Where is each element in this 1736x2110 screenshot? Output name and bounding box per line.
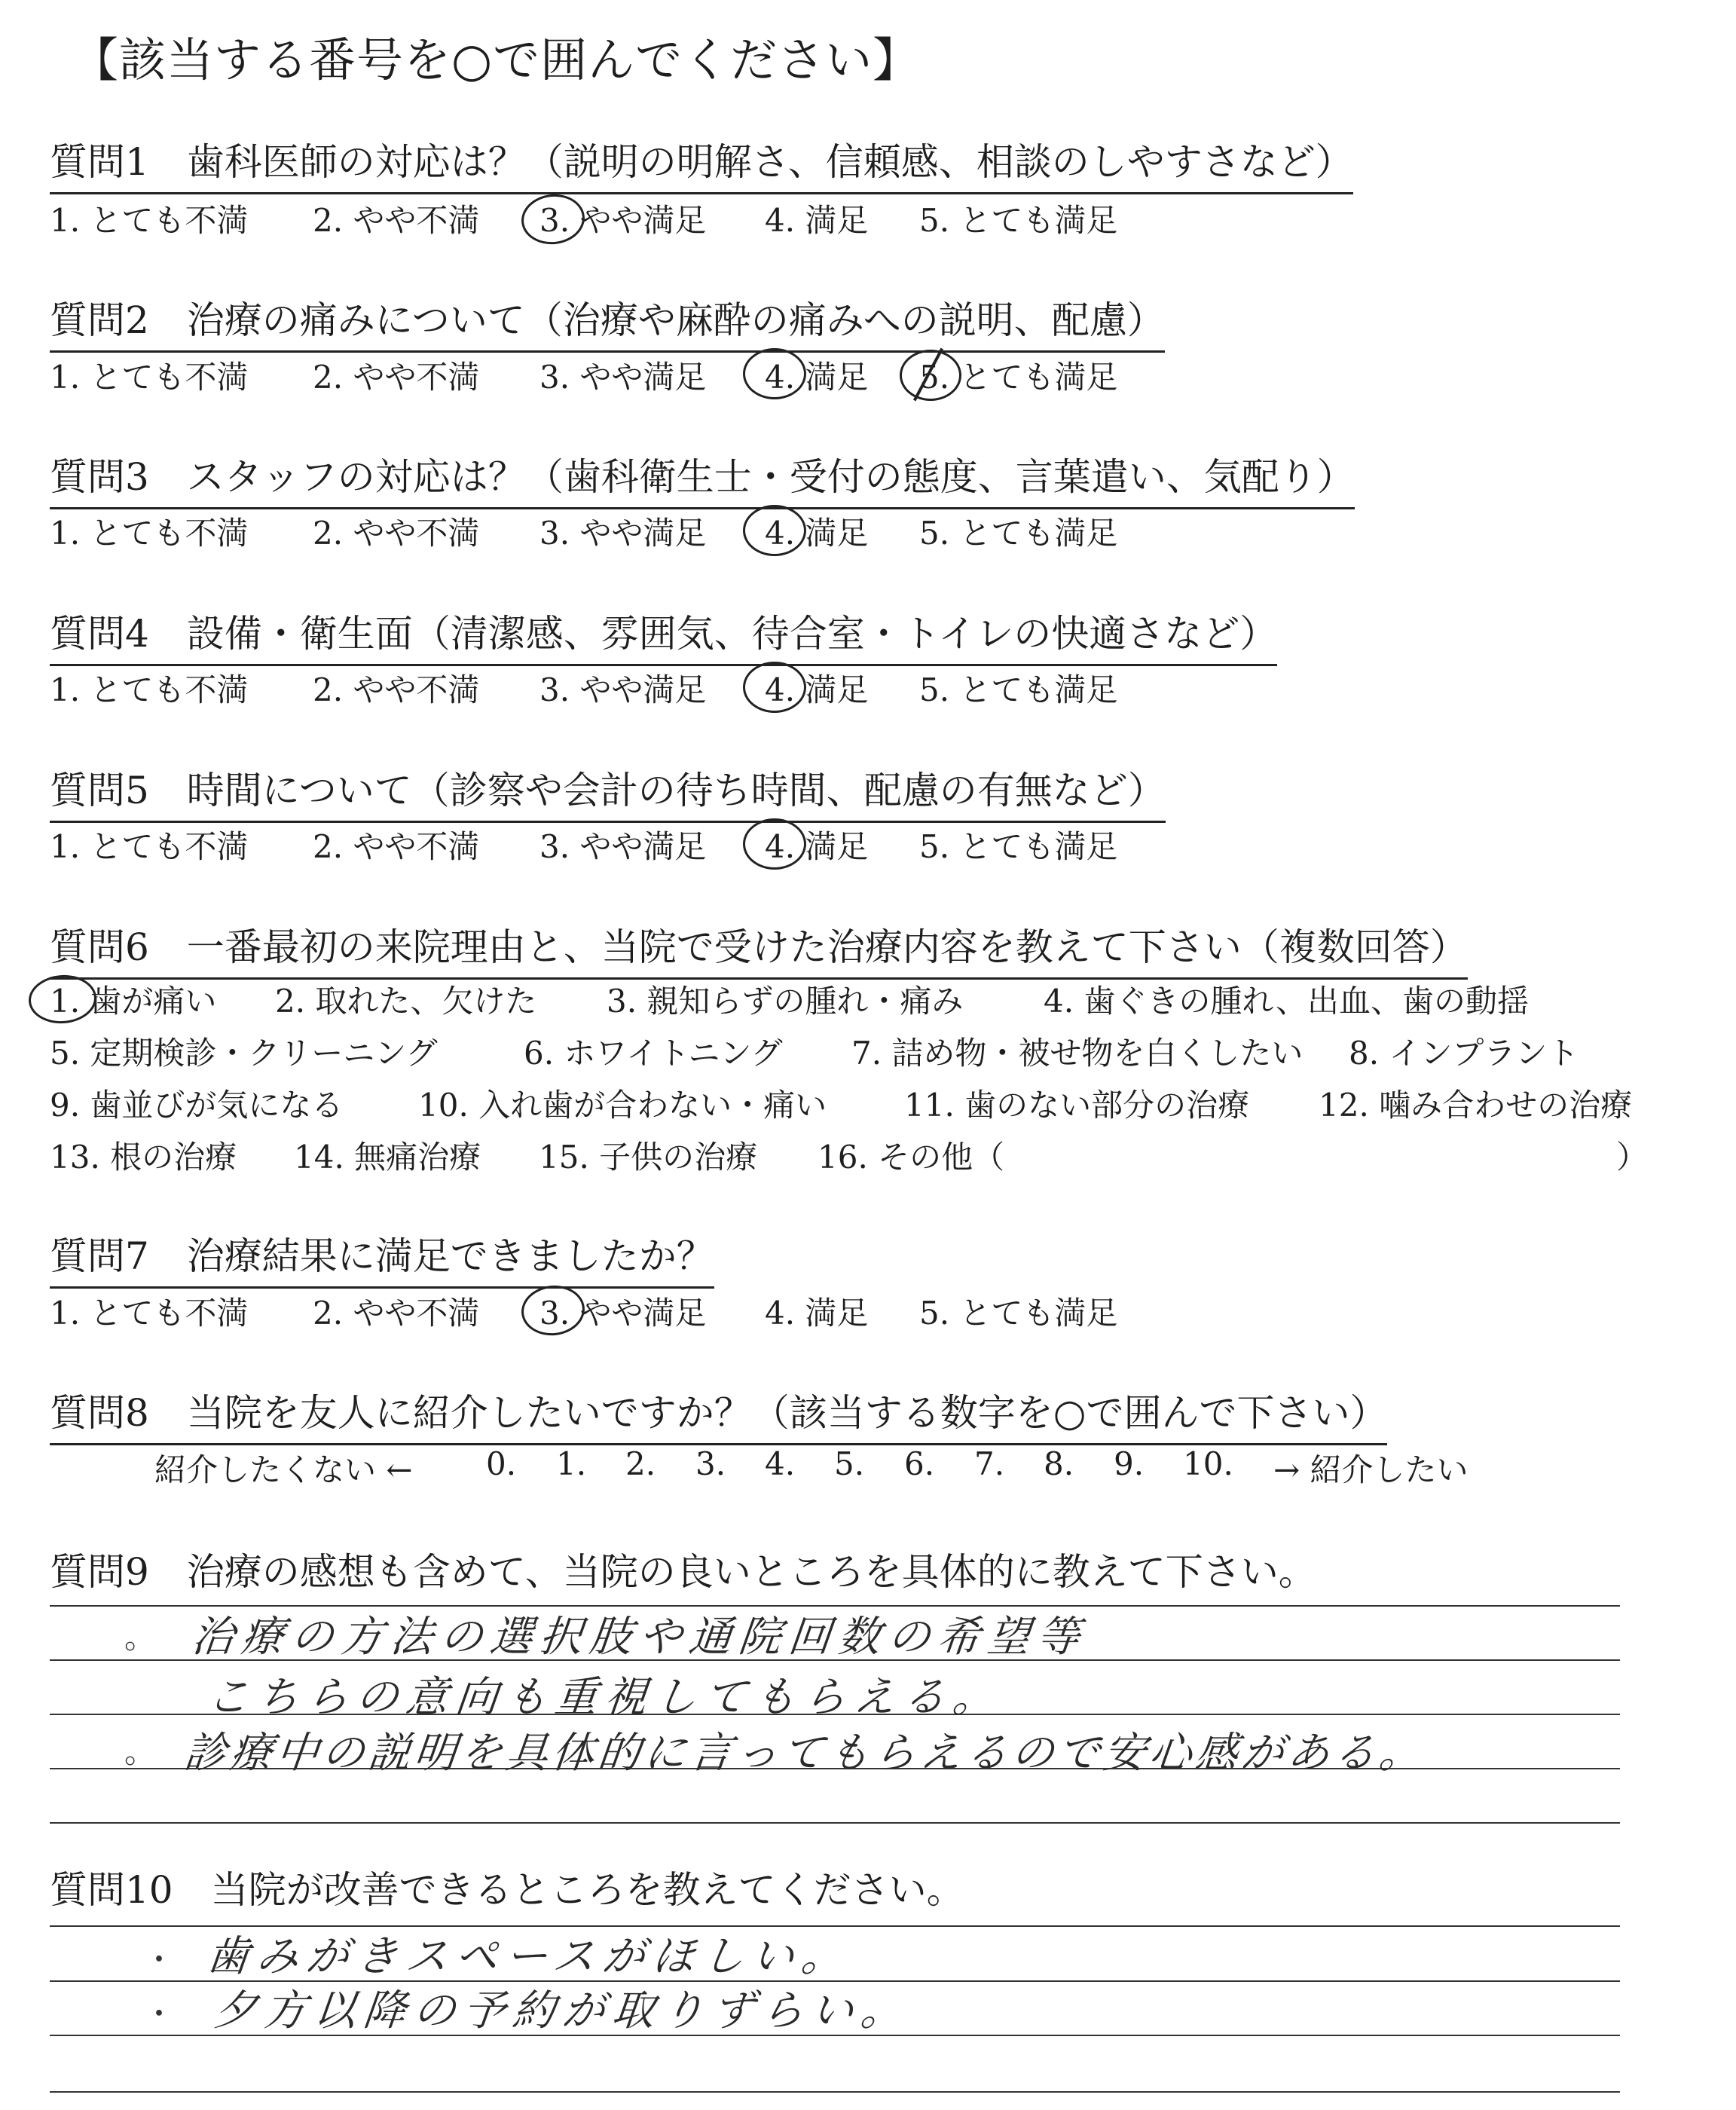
q6-option-14[interactable]: 14. 無痛治療 — [294, 1139, 481, 1176]
q1-option-5[interactable]: 5. とても満足 — [919, 202, 1118, 239]
form-title: 【該当する番号を○で囲んでください】 — [72, 32, 921, 87]
q10-bullet-2: ・ — [143, 1995, 176, 2032]
q8-number-5[interactable]: 5. — [834, 1445, 865, 1482]
question-2-heading: 質問2 治療の痛みについて（治療や麻酔の痛みへの説明、配慮） — [50, 290, 1165, 353]
question-8-heading: 質問8 当院を友人に紹介したいですか？（該当する数字を○で囲んで下さい） — [50, 1383, 1387, 1445]
q7-option-3[interactable]: 3. やや満足 — [539, 1295, 707, 1332]
q9-handwritten-line-3: 診療中の説明を具体的に言ってもらえるので安心感がある。 — [182, 1729, 1428, 1778]
q3-option-2[interactable]: 2. やや不満 — [313, 515, 480, 552]
question-9-heading: 質問9 治療の感想も含めて、当院の良いところを具体的に教えて下さい。 — [50, 1550, 1316, 1594]
q6-option-6[interactable]: 6. ホワイトニング — [524, 1035, 783, 1072]
q8-number-0[interactable]: 0. — [486, 1445, 517, 1482]
q6-option-10[interactable]: 10. 入れ歯が合わない・痛い — [418, 1087, 827, 1124]
q7-option-2[interactable]: 2. やや不満 — [313, 1295, 480, 1332]
q8-left-label: 紹介したくない ← — [154, 1451, 413, 1488]
question-3-heading: 質問3 スタッフの対応は？（歯科衛生士・受付の態度、言葉遣い、気配り） — [50, 447, 1355, 509]
q2-option-2[interactable]: 2. やや不満 — [313, 359, 480, 396]
question-6-heading: 質問6 一番最初の来院理由と、当院で受けた治療内容を教えて下さい（複数回答） — [50, 917, 1468, 980]
q5-option-4[interactable]: 4. 満足 — [765, 828, 869, 865]
q8-number-4[interactable]: 4. — [765, 1445, 796, 1482]
q2-option-1[interactable]: 1. とても不満 — [50, 359, 249, 396]
q6-other-close-paren: ） — [1616, 1139, 1649, 1176]
q1-option-1[interactable]: 1. とても不満 — [50, 202, 249, 239]
q6-option-1[interactable]: 1. 歯が痛い — [50, 983, 217, 1020]
q6-option-16[interactable]: 16. その他（ — [818, 1139, 1005, 1176]
q6-option-11[interactable]: 11. 歯のない部分の治療 — [904, 1087, 1250, 1124]
q2-option-4[interactable]: 4. 満足 — [765, 359, 869, 396]
q9-bullet-2: 。 — [124, 1733, 157, 1770]
question-5-heading: 質問5 時間について（診察や会計の待ち時間、配慮の有無など） — [50, 760, 1166, 823]
q1-option-4[interactable]: 4. 満足 — [765, 202, 869, 239]
q10-handwritten-line-1: 歯みがきスペースがほしい。 — [204, 1932, 854, 1981]
q10-bullet-1: ・ — [143, 1941, 176, 1978]
q8-number-3[interactable]: 3. — [695, 1445, 726, 1482]
question-1-heading: 質問1 歯科医師の対応は？（説明の明解さ、信頼感、相談のしやすさなど） — [50, 132, 1353, 194]
q6-option-15[interactable]: 15. 子供の治療 — [539, 1139, 758, 1176]
q6-option-5[interactable]: 5. 定期検診・クリーニング — [50, 1035, 438, 1072]
q2-option-5[interactable]: 5. とても満足 — [919, 359, 1118, 396]
q8-number-9[interactable]: 9. — [1114, 1445, 1145, 1482]
q1-option-3[interactable]: 3. やや満足 — [539, 202, 707, 239]
question-7-heading: 質問7 治療結果に満足できましたか？ — [50, 1226, 714, 1289]
q7-option-4[interactable]: 4. 満足 — [765, 1295, 869, 1332]
q10-handwritten-line-2: 夕方以降の予約が取りずらい。 — [212, 1986, 913, 2035]
q3-option-3[interactable]: 3. やや満足 — [539, 515, 707, 552]
q3-option-1[interactable]: 1. とても不満 — [50, 515, 249, 552]
q6-option-13[interactable]: 13. 根の治療 — [50, 1139, 237, 1176]
q5-option-5[interactable]: 5. とても満足 — [919, 828, 1118, 865]
q4-option-2[interactable]: 2. やや不満 — [313, 671, 480, 708]
q9-handwritten-line-2: こちらの意向も重視してもらえる。 — [204, 1673, 1005, 1722]
q6-option-2[interactable]: 2. 取れた、欠けた — [275, 983, 537, 1020]
q8-number-6[interactable]: 6. — [904, 1445, 935, 1482]
q8-number-7[interactable]: 7. — [974, 1445, 1005, 1482]
q2-option-3[interactable]: 3. やや満足 — [539, 359, 707, 396]
q3-option-5[interactable]: 5. とても満足 — [919, 515, 1118, 552]
q5-option-1[interactable]: 1. とても不満 — [50, 828, 249, 865]
q4-option-3[interactable]: 3. やや満足 — [539, 671, 707, 708]
q6-option-9[interactable]: 9. 歯並びが気になる — [50, 1087, 344, 1124]
q6-option-4[interactable]: 4. 歯ぐきの腫れ、出血、歯の動揺 — [1044, 983, 1529, 1020]
q7-option-5[interactable]: 5. とても満足 — [919, 1295, 1118, 1332]
q8-number-2[interactable]: 2. — [625, 1445, 656, 1482]
q6-option-8[interactable]: 8. インプラント — [1349, 1035, 1579, 1072]
q5-option-3[interactable]: 3. やや満足 — [539, 828, 707, 865]
q4-option-4[interactable]: 4. 満足 — [765, 671, 869, 708]
q10-line-4 — [50, 2091, 1620, 2093]
question-10-heading: 質問10 当院が改善できるところを教えてください。 — [50, 1868, 964, 1912]
q1-option-2[interactable]: 2. やや不満 — [313, 202, 480, 239]
q8-number-1[interactable]: 1. — [556, 1445, 587, 1482]
q6-option-3[interactable]: 3. 親知らずの腫れ・痛み — [607, 983, 964, 1020]
q3-option-4[interactable]: 4. 満足 — [765, 515, 869, 552]
q9-bullet-1: 。 — [124, 1619, 157, 1656]
q7-option-1[interactable]: 1. とても不満 — [50, 1295, 249, 1332]
q6-option-12[interactable]: 12. 噛み合わせの治療 — [1319, 1087, 1633, 1124]
q5-option-2[interactable]: 2. やや不満 — [313, 828, 480, 865]
question-4-heading: 質問4 設備・衛生面（清潔感、雰囲気、待合室・トイレの快適さなど） — [50, 604, 1277, 666]
q8-number-8[interactable]: 8. — [1044, 1445, 1074, 1482]
q4-option-5[interactable]: 5. とても満足 — [919, 671, 1118, 708]
q8-right-label: → 紹介したい — [1273, 1451, 1469, 1488]
q9-line-5 — [50, 1822, 1620, 1824]
q9-handwritten-line-1: 治療の方法の選択肢や通院回数の希望等 — [189, 1613, 1090, 1662]
q4-option-1[interactable]: 1. とても不満 — [50, 671, 249, 708]
q8-number-10[interactable]: 10. — [1183, 1445, 1233, 1482]
q6-option-7[interactable]: 7. 詰め物・被せ物を白くしたい — [851, 1035, 1304, 1072]
